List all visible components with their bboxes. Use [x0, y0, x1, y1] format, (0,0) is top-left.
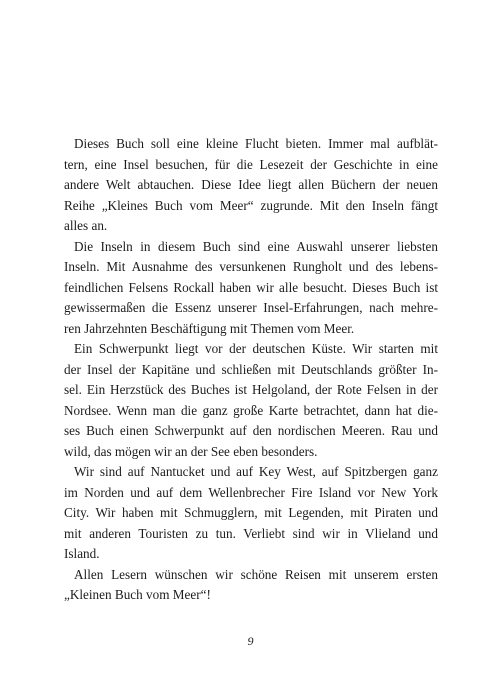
text-line: ren Jahrzehnten Beschäftigung mit Themen vom Meer. [64, 320, 355, 336]
text-line: Island. [64, 546, 100, 561]
text-line: Reihe „Kleines Buch vom Meer“ zugrunde. Mit den Inseln fängt [64, 197, 438, 213]
paragraph-intro [64, 134, 438, 237]
text-line: „Kleinen Buch vom Meer“! [64, 587, 211, 602]
text-line: Wir sind auf Nantucket und auf Key West, auf Spitzbergen ganz [74, 464, 438, 479]
text-line: Inseln. Mit Ausnahme des versunkenen Rungholt und des lebens- [64, 259, 438, 274]
text-line: Die Inseln in diesem Buch sind eine Auswahl unserer liebsten [74, 238, 438, 254]
text-line: ses Buch einen Schwerpunkt auf den nordischen Meeren. Rau und [64, 423, 438, 438]
text-line: City. Wir haben mit Schmugglern, mit Legenden, mit Piraten und [64, 505, 438, 520]
text-line: Nordsee. Wenn man die ganz große Karte betrachtet, dann hat die- [64, 402, 438, 418]
text-line: Ein Schwerpunkt liegt vor der deutschen Küste. Wir starten mit [74, 341, 438, 356]
text-line: gewissermaßen die Essenz unserer Insel-Erfahrungen, nach mehre- [64, 300, 438, 315]
body-text [64, 134, 438, 606]
text-line: der Insel der Kapitäne und schließen mit Deutschlands größter In- [64, 361, 438, 377]
text-line: andere Welt abtauchen. Diese Idee liegt allen Büchern der neuen [64, 177, 438, 192]
paragraph-destinations [64, 462, 438, 565]
text-line: wild, das mögen wir an der See eben besonders. [64, 443, 318, 459]
text-line: im Norden und auf dem Wellenbrecher Fire Island vor New York [64, 484, 438, 500]
text-line: tern, eine Insel besuchen, für die Lesezeit der Geschichte in eine [64, 156, 438, 172]
text-line: alles an. [64, 218, 108, 233]
paragraph-selection [64, 237, 438, 340]
paragraph-closing [64, 565, 438, 606]
text-line: Allen Lesern wünschen wir schöne Reisen mit unserem ersten [74, 566, 438, 582]
text-line: Dieses Buch soll eine kleine Flucht bieten. Immer mal aufblät- [74, 136, 438, 151]
paragraph-focus [64, 339, 438, 462]
text-line: sel. Ein Herzstück des Buches ist Helgoland, der Rote Felsen in der [64, 382, 438, 397]
text-line: mit anderen Touristen zu tun. Verliebt sind wir in Vlieland und [64, 525, 438, 541]
page-number: 9 [247, 634, 254, 648]
text-line: feindlichen Felsens Rockall haben wir alle besucht. Dieses Buch ist [64, 279, 438, 295]
